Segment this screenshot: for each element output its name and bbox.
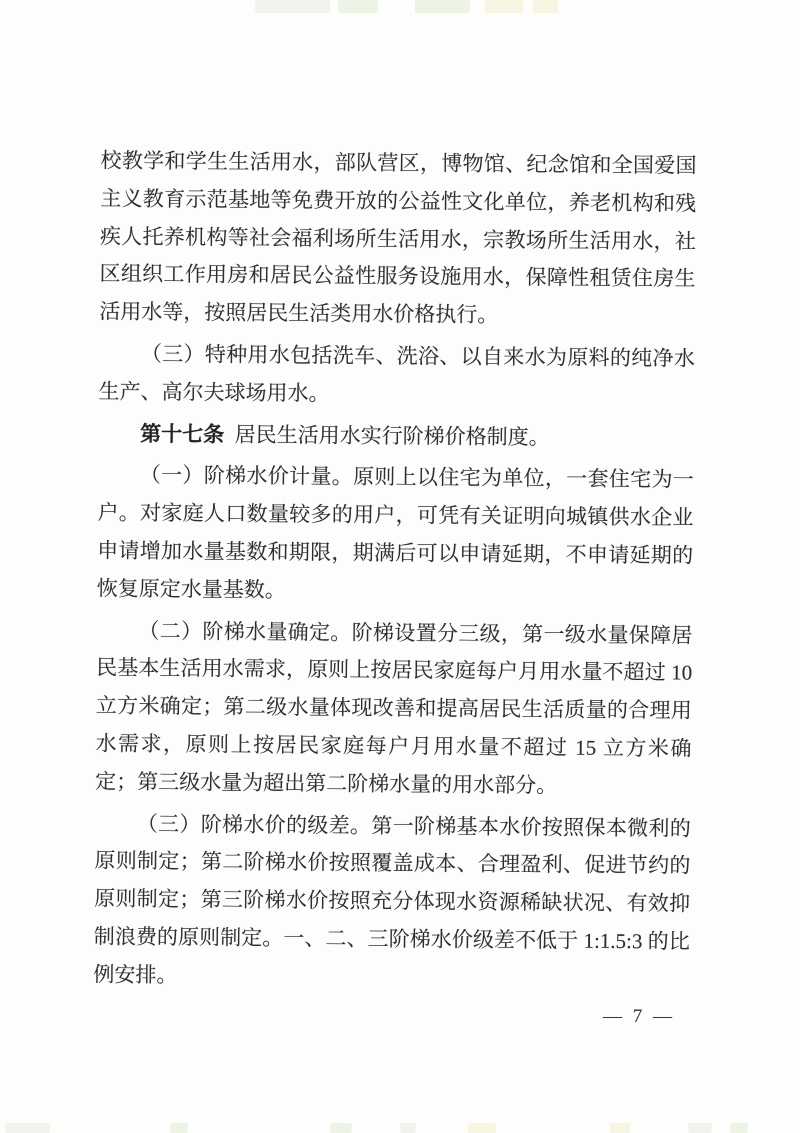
scan-artifact: [330, 1123, 352, 1133]
scan-artifact: [400, 1123, 416, 1133]
page-number: — 7 —: [603, 1006, 675, 1027]
article-number: 第十七条: [140, 421, 225, 447]
paragraph: （三）特种用水包括洗车、洗浴、以自来水为原料的纯净水生产、高尔夫球场用水。: [98, 341, 695, 406]
paragraph: （一）阶梯水价计量。原则上以住宅为单位，一套住宅为一户。对家庭人口数量较多的用户，可凭有关证明向城镇供水企业申请增加水量基数和期限，期满后可以申请延期，不申请延期的恢复原定水量基数。: [96, 463, 694, 602]
scan-artifact: [533, 0, 558, 13]
scan-artifact: [688, 1123, 712, 1133]
scan-artifact: [170, 1123, 188, 1133]
scan-artifact: [610, 1123, 630, 1133]
scan-artifact: [255, 0, 330, 13]
document-body: [93, 142, 696, 1003]
scan-artifact: [338, 0, 378, 13]
scan-artifact: [485, 0, 523, 13]
paragraph: （三）阶梯水价的级差。第一阶梯基本水价按照保本微利的原则制定；第二阶梯水价按照覆盖成本、合理盈利、促进节约的原则制定；第三阶梯水价按照充分体现水资源稀缺状况、有效抑制浪费的原则制定。一、二、三阶梯水价级差不低于 1:1.5:3 的比例安排。: [93, 811, 691, 987]
scan-artifact: [730, 1123, 748, 1133]
scan-artifact: [415, 0, 470, 13]
scan-artifact: [468, 1123, 496, 1133]
paragraph: （二）阶梯水量确定。阶梯设置分三级，第一级水量保障居民基本生活用水需求，原则上按居民家庭每户月用水量不超过 10 立方米确定；第二级水量体现改善和提高居民生活质量的合理用水需求，原则上按居民家庭每户月用水量不超过 15 立方米确定；第三级水量为超出第二阶梯水量的用水部分。: [95, 618, 693, 798]
scan-artifact: [5, 1123, 50, 1133]
paragraph: 校教学和学生生活用水，部队营区，博物馆、纪念馆和全国爱国主义教育示范基地等免费开放的公益性文化单位，养老机构和残疾人托养机构等社会福利场所生活用水，宗教场所生活用水，社区组织工作用房和居民公益性服务设施用水，保障性租赁住房生活用水等，按照居民生活类用水价格执行。: [99, 148, 697, 328]
paragraph: 第十七条 居民生活用水实行阶梯价格制度。: [140, 421, 550, 449]
